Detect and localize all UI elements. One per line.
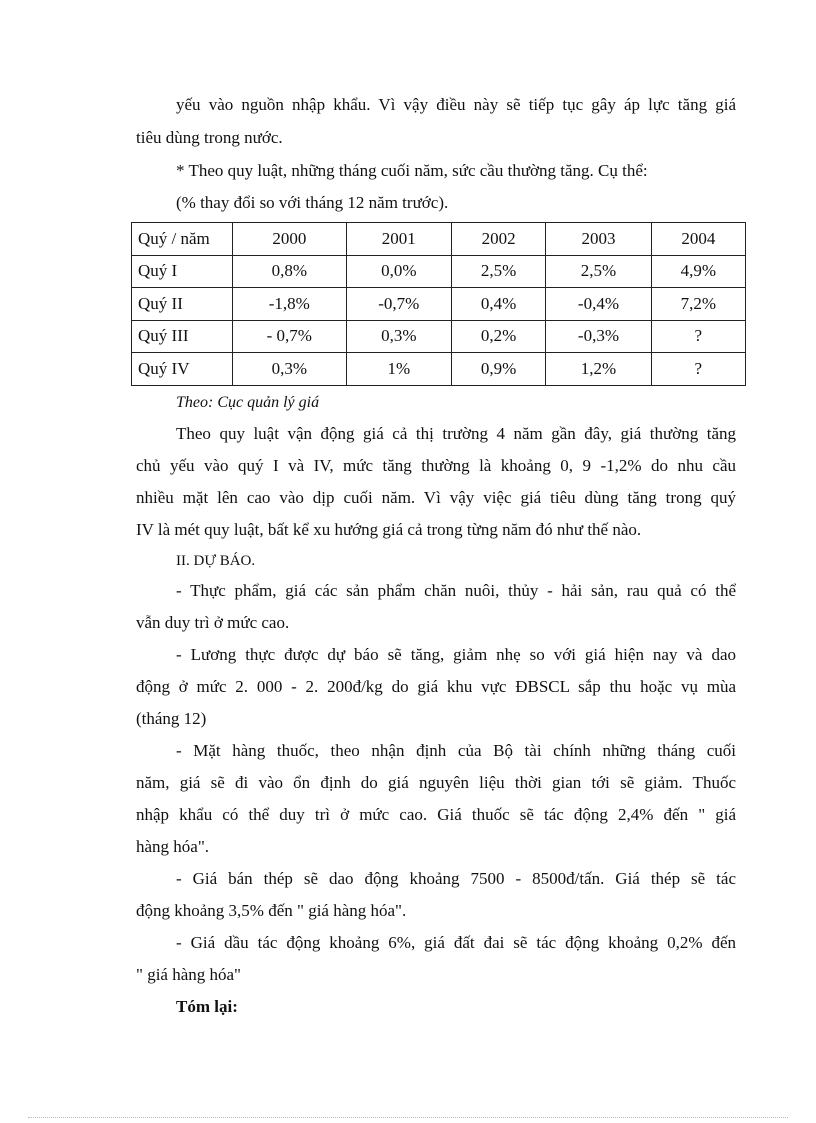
table-cell: - 0,7%: [233, 320, 347, 353]
para3-line1: Theo quy luật vận động giá cả thị trường 4 năm gần đây, giá thường tăng: [176, 424, 736, 443]
table-cell: 1,2%: [546, 353, 651, 386]
item3-line3: nhập khẩu có thể duy trì ở mức cao. Giá thuốc sẽ tác động 2,4% đến " giá: [136, 805, 736, 824]
para1-line2: tiêu dùng trong nước.: [136, 128, 283, 147]
table-cell: -0,7%: [346, 288, 451, 321]
summary-heading: Tóm lại:: [176, 997, 238, 1016]
table-row: [132, 288, 746, 321]
table-cell: Quý II: [132, 288, 233, 321]
table-cell: 2,5%: [546, 255, 651, 288]
table-cell: -1,8%: [233, 288, 347, 321]
section-heading: II. DỰ BÁO.: [176, 553, 256, 569]
table-header-cell: 2002: [451, 223, 545, 256]
table-header-cell: 2003: [546, 223, 651, 256]
para3-line3: nhiều mặt lên cao vào dịp cuối năm. Vì vậy việc giá tiêu dùng tăng trong quý: [136, 488, 736, 507]
table-source-note: Theo: Cục quản lý giá: [176, 394, 320, 411]
table-cell: -0,3%: [546, 320, 651, 353]
table-row: [132, 255, 746, 288]
page-bottom-divider: [28, 1117, 788, 1118]
item2-line1: - Lương thực được dự báo sẽ tăng, giảm nhẹ so với giá hiện nay và dao: [176, 645, 736, 664]
item5-line2: " giá hàng hóa": [136, 965, 241, 984]
table-cell: ?: [651, 320, 745, 353]
table-cell: Quý IV: [132, 353, 233, 386]
table-header-row: [132, 223, 746, 256]
para3-line4: IV là mét quy luật, bất kể xu hướng giá cả trong từng năm đó như thế nào.: [136, 520, 642, 539]
table-cell: 7,2%: [651, 288, 745, 321]
table-header-cell: 2004: [651, 223, 745, 256]
price-change-table: [131, 222, 746, 386]
table-cell: 0,9%: [451, 353, 545, 386]
table-cell: 2,5%: [451, 255, 545, 288]
table-cell: 1%: [346, 353, 451, 386]
item1-line2: vẫn duy trì ở mức cao.: [136, 613, 290, 632]
para2-line2: (% thay đổi so với tháng 12 năm trước).: [176, 193, 449, 212]
item3-line2: năm, giá sẽ đi vào ổn định do giá nguyên liệu thời gian tới sẽ giảm. Thuốc: [136, 773, 736, 792]
table-row: [132, 320, 746, 353]
table-cell: 0,2%: [451, 320, 545, 353]
table-cell: 0,8%: [233, 255, 347, 288]
table-header-cell: Quý / năm: [132, 223, 233, 256]
table-row: [132, 353, 746, 386]
item1-line1: - Thực phẩm, giá các sản phẩm chăn nuôi, thủy - hải sản, rau quả có thể: [176, 581, 736, 600]
table-cell: 0,4%: [451, 288, 545, 321]
table-header-cell: 2000: [233, 223, 347, 256]
item3-line4: hàng hóa".: [136, 837, 210, 856]
table-cell: 4,9%: [651, 255, 745, 288]
table-cell: Quý I: [132, 255, 233, 288]
item4-line1: - Giá bán thép sẽ dao động khoảng 7500 - 8500đ/tấn. Giá thép sẽ tác: [176, 869, 736, 888]
table-header-cell: 2001: [346, 223, 451, 256]
para3-line2: chủ yếu vào quý I và IV, mức tăng thường là khoảng 0, 9 -1,2% do nhu cầu: [136, 456, 736, 475]
item3-line1: - Mặt hàng thuốc, theo nhận định của Bộ tài chính những tháng cuối: [176, 741, 736, 760]
table-cell: -0,4%: [546, 288, 651, 321]
table-cell: 0,3%: [233, 353, 347, 386]
table-cell: Quý III: [132, 320, 233, 353]
item2-line3: (tháng 12): [136, 709, 207, 728]
table-cell: 0,0%: [346, 255, 451, 288]
item2-line2: động ở mức 2. 000 - 2. 200đ/kg do giá khu vực ĐBSCL sắp thu hoặc vụ mùa: [136, 677, 736, 696]
para2-line1: * Theo quy luật, những tháng cuối năm, sức cầu thường tăng. Cụ thể:: [176, 161, 648, 180]
table-cell: ?: [651, 353, 745, 386]
para1-line1: yếu vào nguồn nhập khẩu. Vì vậy điều này sẽ tiếp tục gây áp lực tăng giá: [176, 95, 736, 114]
item4-line2: động khoảng 3,5% đến " giá hàng hóa".: [136, 901, 407, 920]
table-cell: 0,3%: [346, 320, 451, 353]
item5-line1: - Giá dầu tác động khoảng 6%, giá đất đai sẽ tác động khoảng 0,2% đến: [176, 933, 736, 952]
